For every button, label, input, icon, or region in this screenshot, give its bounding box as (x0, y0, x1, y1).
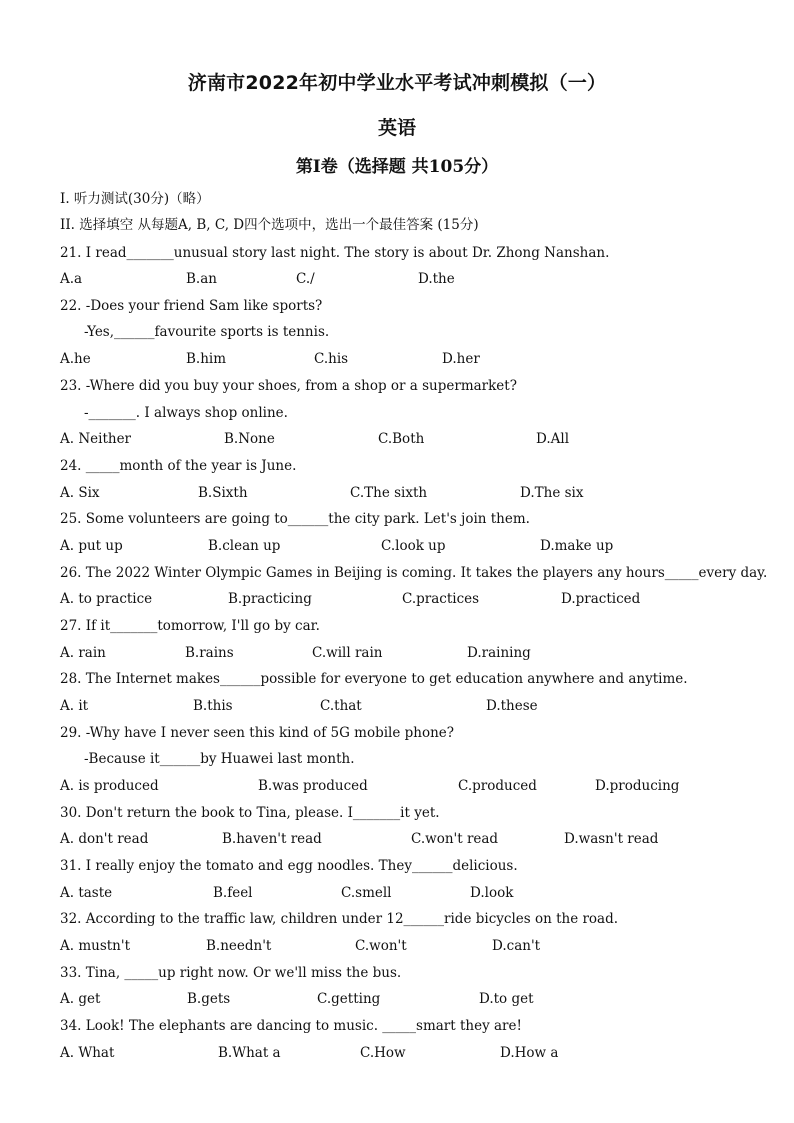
answer-option: B.rains (185, 645, 234, 661)
question-stem: 24. _____month of the year is June. (60, 458, 297, 474)
answer-option: A. it (60, 698, 89, 714)
answer-option: B.an (186, 271, 217, 287)
answer-option: A. don't read (60, 831, 149, 847)
question-stem: 28. The Internet makes______possible for everyone to get education anywhere and anytime. (60, 671, 688, 687)
answer-option: B.feel (213, 885, 253, 901)
answer-option: A.he (60, 351, 91, 367)
question-stem: 23. -Where did you buy your shoes, from a shop or a supermarket? (60, 378, 517, 394)
answer-option: B.What a (218, 1045, 281, 1061)
answer-option: C./ (296, 271, 315, 287)
answer-option: B.needn't (206, 938, 272, 954)
answer-option: B.clean up (208, 538, 281, 554)
question-stem: 33. Tina, _____up right now. Or we'll miss the bus. (60, 965, 402, 981)
answer-option: C.won't read (411, 831, 499, 847)
answer-option: D.can't (492, 938, 541, 954)
answer-option: D.to get (479, 991, 534, 1007)
answer-option: B.Sixth (198, 485, 248, 501)
answer-option: A. rain (60, 645, 106, 661)
answer-option: D.the (418, 271, 455, 287)
answer-option: C.smell (341, 885, 392, 901)
answer-option: D.All (536, 431, 570, 447)
answer-option: D.wasn't read (564, 831, 659, 847)
answer-option: A. is produced (60, 778, 159, 794)
answer-option: B.this (193, 698, 233, 714)
question-stem: 29. -Why have I never seen this kind of 5G mobile phone? (60, 725, 455, 741)
answer-option: D.producing (595, 778, 680, 794)
answer-option: A. to practice (60, 591, 153, 607)
answer-option: C.won't (355, 938, 407, 954)
question-stem: 31. I really enjoy the tomato and egg noodles. They______delicious. (60, 858, 518, 874)
answer-option: D.The six (520, 485, 584, 501)
answer-option: B.him (186, 351, 227, 367)
answer-option: B.was produced (258, 778, 368, 794)
answer-option: D.How a (500, 1045, 559, 1061)
answer-option: D.her (442, 351, 480, 367)
question-stem: 30. Don't return the book to Tina, please. I_______it yet. (60, 805, 440, 821)
question-stem: 26. The 2022 Winter Olympic Games in Beijing is coming. It takes the players any hours_____every day. (60, 565, 768, 581)
answer-option: A. What (60, 1045, 115, 1061)
answer-option: B.None (224, 431, 275, 447)
question-stem: 22. -Does your friend Sam like sports? (60, 298, 323, 314)
answer-option: C.getting (317, 991, 381, 1007)
answer-option: C.practices (402, 591, 480, 607)
exam-title: 济南市2022年初中学业水平考试冲刺模拟（一） (187, 72, 607, 94)
answer-option: D.these (486, 698, 538, 714)
answer-option: D.raining (467, 645, 531, 661)
answer-option: C.look up (381, 538, 446, 554)
answer-option: D.make up (540, 538, 614, 554)
answer-option: C.Both (378, 431, 425, 447)
section-title: 第Ⅰ卷（选择题 共105分） (295, 157, 499, 177)
question-stem: 32. According to the traffic law, children under 12______ride bicycles on the road. (60, 911, 619, 927)
answer-option: B.practicing (228, 591, 312, 607)
answer-option: C.will rain (312, 645, 383, 661)
answer-option: A. taste (60, 885, 113, 901)
question-dialogue-line: -Yes,______favourite sports is tennis. (84, 324, 330, 340)
answer-option: C.How (360, 1045, 406, 1061)
answer-option: D.look (470, 885, 514, 901)
answer-option: A. get (60, 991, 101, 1007)
answer-option: A. Neither (60, 431, 132, 447)
answer-option: C.The sixth (350, 485, 428, 501)
subject-title: 英语 (377, 117, 416, 139)
question-dialogue-line: -Because it______by Huawei last month. (84, 751, 355, 767)
question-stem: 21. I read_______unusual story last night. The story is about Dr. Zhong Nanshan. (60, 245, 610, 261)
answer-option: C.produced (458, 778, 537, 794)
answer-option: A. put up (60, 538, 123, 554)
question-dialogue-line: -_______. I always shop online. (84, 405, 288, 421)
answer-option: A. Six (60, 485, 100, 501)
answer-option: C.his (314, 351, 349, 367)
answer-option: A. mustn't (60, 938, 131, 954)
question-stem: 34. Look! The elephants are dancing to music. _____smart they are! (60, 1018, 522, 1034)
answer-option: A.a (60, 271, 83, 287)
answer-option: B.gets (187, 991, 231, 1007)
answer-option: B.haven't read (222, 831, 322, 847)
question-stem: 25. Some volunteers are going to______the city park. Let's join them. (60, 511, 530, 527)
part-multiple-choice: II. 选择填空 从每题A, B, C, D四个选项中，选出一个最佳答案 (15分) (60, 217, 479, 233)
question-stem: 27. If it_______tomorrow, I'll go by car. (60, 618, 320, 634)
answer-option: D.practiced (561, 591, 641, 607)
part-listening: I. 听力测试(30分)（略） (60, 191, 210, 207)
answer-option: C.that (320, 698, 362, 714)
